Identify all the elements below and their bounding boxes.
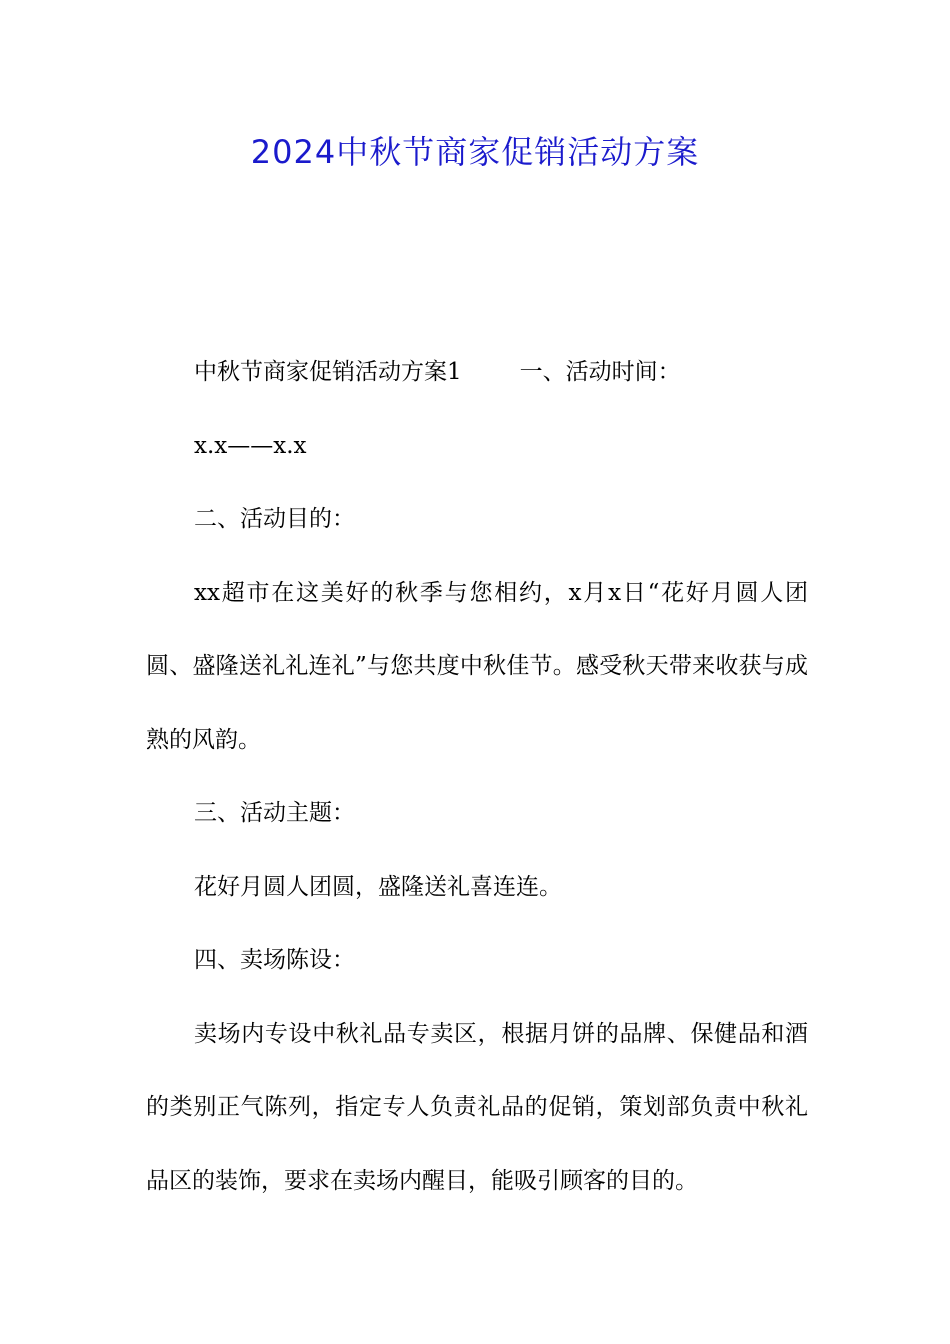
plan-heading-text: 中秋节商家促销活动方案1 [194, 359, 462, 385]
section-3-heading: 三、活动主题： [194, 800, 355, 826]
section-1-heading: 一、活动时间： [519, 359, 681, 385]
document-title: 2024中秋节商家促销活动方案 [250, 133, 700, 171]
section-2-heading: 二、活动目的： [194, 506, 355, 532]
paragraph-store-display: 卖场内专设中秋礼品专卖区，根据月饼的品牌、保健品和酒的类别正气陈列，指定专人负责礼品的促销，策划部负责中秋礼品区的装饰，要求在卖场内醒目，能吸引顾客的目的。 [146, 1020, 808, 1194]
section-4-heading: 四、卖场陈设： [194, 947, 355, 973]
paragraph-activity-purpose: xx超市在这美好的秋季与您相约，x月x日“花好月圆人团圆、盛隆送礼礼连礼”与您共度中秋佳节。感受秋天带来收获与成熟的风韵。 [146, 579, 808, 753]
paragraph-activity-theme: 花好月圆人团圆，盛隆送礼喜连连。 [194, 873, 562, 900]
paragraph-plan-heading [146, 336, 808, 410]
document-body [146, 336, 808, 1218]
paragraph-activity-time: x.x——x.x [194, 432, 307, 459]
